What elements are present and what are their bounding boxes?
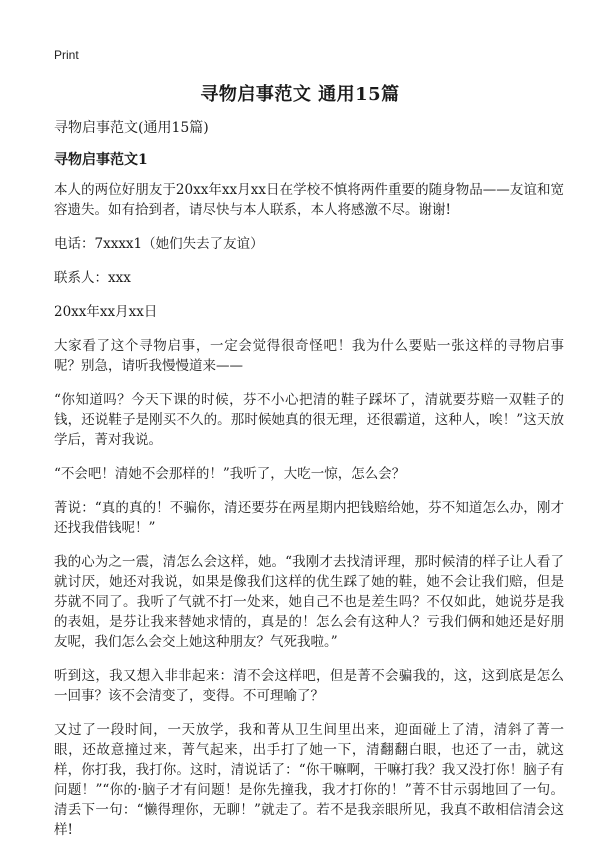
paragraph: 大家看了这个寻物启事，一定会觉得很奇怪吧！我为什么要贴一张这样的寻物启事呢？别急，请听我慢慢道来—— <box>54 338 564 374</box>
date-line: 20xx年xx月xx日 <box>54 304 158 320</box>
document-body <box>54 118 564 854</box>
paragraph: 又过了一段时间，一天放学，我和菁从卫生间里出来，迎面碰上了清，清斜了菁一眼，还故意撞过来，菁气起来，出手打了她一下，清翻翻白眼，也还了一击，就这样，你打我，我打你。这时，清说话了：“你干嘛啊，干嘛打我？我又没打你！脑子有问题！”“你的·脑子才有问题！是你先撞我，我才打你的！”菁不甘示弱地回了一句。清丢下一句：“懒得理你，无聊！”就走了。若不是我亲眼所见，我真不敢相信清会这样! <box>54 722 564 838</box>
paragraph: “不会吧！清她不会那样的！”我听了，大吃一惊，怎么会？ <box>54 466 406 482</box>
contact-line: 联系人：xxx <box>54 270 131 286</box>
phone-line: 电话：7xxxx1（她们失去了友谊） <box>54 236 264 252</box>
section-heading: 寻物启事范文1 <box>54 152 148 168</box>
paragraph: 我的心为之一震，清怎么会这样，她。“我刚才去找清评理，那时候清的样子让人看了就讨厌，她还对我说，如果是像我们这样的优生踩了她的鞋，她不会让我们赔，但是芬就不同了。我听了气就不打一处来，她自己不也是差生吗？不仅如此，她说芬是我的表姐，是芬让我来替她求情的，真是的！怎么会有这种人？亏我们俩和她还是好朋友呢，我们怎么会交上她这种朋友？气死我啦。” <box>54 554 564 650</box>
paragraph: “你知道吗？今天下课的时候，芬不小心把清的鞋子踩坏了，清就要芬赔一双鞋子的钱，还说鞋子是刚买不久的。那时候她真的很无理，还很霸道，这种人，唉！”这天放学后，菁对我说。 <box>54 392 564 448</box>
paragraph: 菁说：“真的真的！不骗你，清还要芬在两星期内把钱赔给她，芬不知道怎么办，刚才还找我借钱呢！” <box>54 500 564 536</box>
paragraph: 本人的两位好朋友于20xx年xx月xx日在学校不慎将两件重要的随身物品——友谊和宽容遗失。如有拾到者，请尽快与本人联系，本人将感激不尽。谢谢! <box>54 182 564 218</box>
document-subtitle: 寻物启事范文(通用15篇) <box>54 120 209 136</box>
paragraph: 听到这，我又想入非非起来：清不会这样吧，但是菁不会骗我的，这，这到底是怎么一回事？该不会清变了，变得。不可理喻了？ <box>54 668 564 704</box>
document-title: 寻物启事范文 通用15篇 <box>200 84 400 105</box>
print-link[interactable]: Print <box>54 48 79 62</box>
